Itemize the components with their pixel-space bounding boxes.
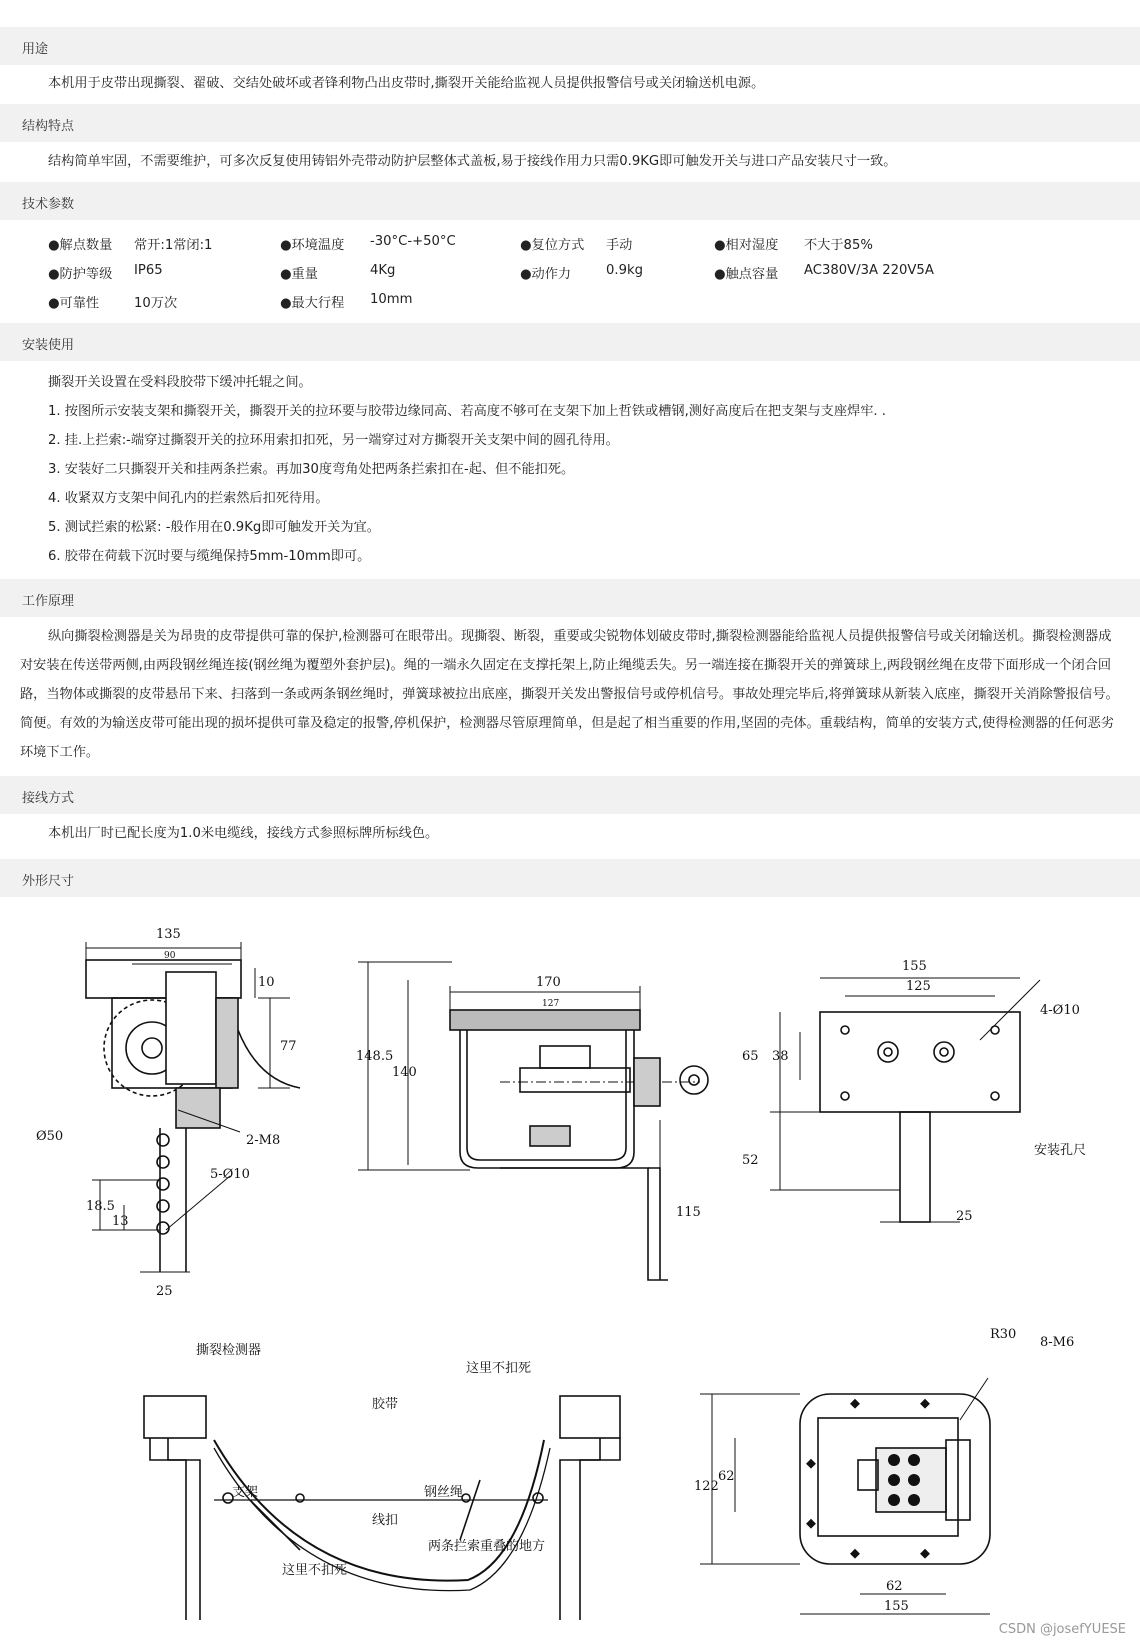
rope-label: 钢丝绳 [424,1485,464,1500]
bolt-icon [920,1549,930,1559]
wiring-text: 本机出厂时已配长度为1.0米电缆线，接线方式参照标牌所标线色。 [48,826,439,841]
section-header-install: 安装使用 [0,323,1140,361]
dim-90: 90 [164,951,176,961]
bolt-icon [806,1459,816,1469]
dimension-drawing [0,900,1140,1620]
spec-item: ●解点数量 常开:1常闭:1 [48,238,213,253]
install-item: 1. 按图所示安装支架和撕裂开关，撕裂开关的拉环要与胶带边缘同高、若高度不够可在支架下加上哲铁或槽钢,测好高度后在把支架与支座焊牢. . [48,404,886,419]
thread-m8: 2-M8 [246,1133,281,1148]
spec-item: ●复位方式 手动 [520,238,633,253]
bolt-icon [806,1519,816,1529]
dim-170: 170 [536,975,561,990]
dim-62-vertical: 62 [718,1469,735,1484]
dim-125: 125 [906,979,931,994]
section-header-params: 技术参数 [0,182,1140,220]
principle-text: 纵向撕裂检测器是关为昂贵的皮带提供可靠的保护,检测器可在眼带出。现撕裂、断裂，重要或尖锐物体划破皮带时,撕裂检测器能给监视人员提供报警信号或关闭输送机。撕裂检测器成对安装在传送带两侧,由两段钢丝绳连接(钢丝绳为覆塑外套护层)。绳的一端永久固定在支撑托架上,防止绳缆丢失。另一端连接在撕裂开关的弹簧球上,两段钢丝绳在皮带下面形成一个闭合回路，当物体或撕裂的皮带悬吊下来、扫落到一条或两条钢丝绳时，弹簧球被拉出底座，撕裂开关发出警报信号或停机信号。事故处理完毕后,将弹簧球从新装入底座，撕裂开关消除警报信号。简便。有效的为输送皮带可能出现的损坏提供可靠及稳定的报警,停机保护，检测器尽管原理简单，但是起了相当重要的作用,坚固的壳体。重载结构，简单的安装方式,使得检测器的任何恶劣环境下工作。 [20,629,1119,760]
install-item: 6. 胶带在荷载下沉时要与缆绳保持5mm-10mm即可。 [48,549,371,564]
section-header-dimensions: 外形尺寸 [0,859,1140,897]
spec-item: ●重量 4Kg [280,263,396,282]
spec-item: ●相对湿度 不大于85% [714,238,873,253]
terminal-icon [908,1474,920,1486]
dim-127: 127 [542,999,560,1009]
dim-25-mount: 25 [956,1209,973,1224]
section-header-usage: 用途 [0,27,1140,65]
dim-65: 65 [742,1049,759,1064]
bolt-icon [850,1549,860,1559]
spec-item: ●防护等级 IP65 [48,263,163,282]
spec-item: ●环境温度 -30°C-+50°C [280,234,456,253]
dim-155: 155 [902,959,927,974]
install-item: 2. 挂.上拦索:-端穿过撕裂开关的拉环用索扣扣死，另一端穿过对方撕裂开关支架中间的圆孔待用。 [48,433,619,448]
dim-62-horizontal: 62 [886,1579,903,1594]
dim-140: 140 [392,1065,417,1080]
detector-label: 撕裂检测器 [196,1343,262,1358]
dim-155-top: 155 [884,1599,909,1614]
install-item: 撕裂开关设置在受料段胶带下缓冲托辊之间。 [48,375,312,390]
no-knot-label-bottom: 这里不扣死 [282,1563,348,1578]
overlap-label: 两条拦索重叠的地方 [428,1539,546,1554]
install-item: 3. 安装好二只撕裂开关和挂两条拦索。再加30度弯角处把两条拦索扣在-起、但不能扣死。 [48,462,575,477]
spec-item: ●触点容量 AC380V/3A 220V5A [714,263,934,282]
dim-135: 135 [156,927,181,942]
dim-115: 115 [676,1205,701,1220]
watermark: CSDN @josefYUESE [998,1622,1126,1637]
installation-view [144,1396,620,1620]
bracket-label: 支架 [232,1485,259,1500]
usage-text: 本机用于皮带出现撕裂、翟破、交结处破坏或者锋利物凸出皮带时,撕裂开关能给监视人员提供报警信号或关闭输送机电源。 [48,76,765,91]
belt-label: 胶带 [372,1397,399,1412]
terminal-icon [888,1474,900,1486]
dim-25: 25 [156,1284,173,1299]
clip-label: 线扣 [372,1513,399,1528]
spec-item: ●动作力 0.9kg [520,263,643,282]
terminal-icon [908,1494,920,1506]
bolt-icon [920,1399,930,1409]
dim-52: 52 [742,1153,759,1168]
section-header-principle: 工作原理 [0,579,1140,617]
structure-text: 结构简单牢固，不需要维护，可多次反复使用铸铝外壳带动防护层整体式盖板,易于接线作用力只需0.9KG即可触发开关与进口产品安装尺寸一致。 [48,154,897,169]
bolt-icon [850,1399,860,1409]
dim-77: 77 [280,1039,297,1054]
holes-5-dia10: 5-Ø10 [210,1167,250,1182]
section-header-wiring: 接线方式 [0,776,1140,814]
no-knot-label-top: 这里不扣死 [466,1361,532,1376]
dim-122: 122 [694,1479,719,1494]
dim-38: 38 [772,1049,789,1064]
terminal-icon [888,1454,900,1466]
install-item: 4. 收紧双方支架中间孔内的拦索然后扣死待用。 [48,491,329,506]
dim-10: 10 [258,975,275,990]
spec-item: ●可靠性 10万次 [48,296,178,311]
dim-18-5: 18.5 [86,1199,115,1214]
thread-8-m6: 8-M6 [1040,1335,1075,1350]
dim-dia50: Ø50 [36,1129,64,1144]
install-item: 5. 测试拦索的松紧: -般作用在0.9Kg即可触发开关为宜。 [48,520,380,535]
spec-item: ●最大行程 10mm [280,292,413,311]
terminal-icon [908,1454,920,1466]
radius-r30: R30 [990,1327,1017,1342]
terminal-icon [888,1494,900,1506]
holes-4-dia10: 4-Ø10 [1040,1003,1080,1018]
section-header-structure: 结构特点 [0,104,1140,142]
dim-13: 13 [112,1214,129,1229]
mount-view-dims [770,978,1040,1222]
install-list [48,368,1118,571]
mount-hole-label: 安装孔尺 [1034,1143,1087,1158]
dim-148-5: 148.5 [356,1049,394,1064]
front-view [450,1010,708,1280]
